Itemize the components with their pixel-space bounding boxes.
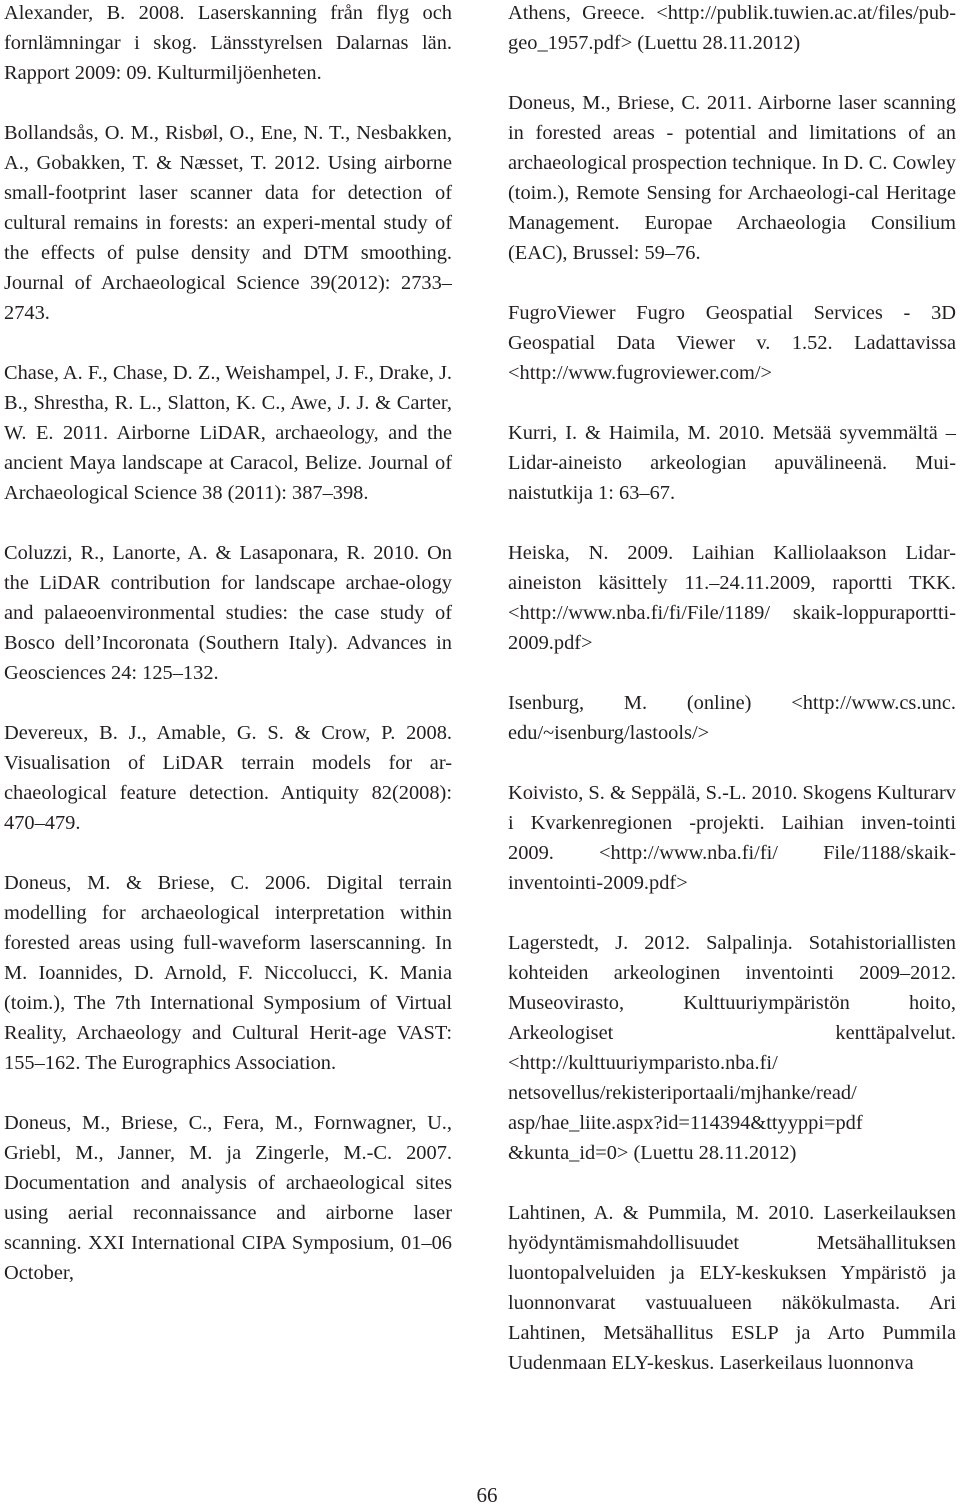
page-number: 66 (476, 1483, 498, 1507)
reference-bollandsas-2012: Bollandsås, O. M., Risbøl, O., Ene, N. T., Nesbakken, A., Gobakken, T. & Næsset, T. 2012. Using airborne small-footprint laser scanner data for detection of cultural remains in forests: an experi-mental study of the effects of pulse density and DTM smoothing. Journal of Archaeological Science 39(2012): 2733–2743. (4, 122, 452, 324)
right-reference-column (508, 0, 956, 1408)
reference-isenburg: Isenburg, M. (online) <http://www.cs.unc. edu/~isenburg/lastools/> (508, 692, 956, 744)
reference-lahtinen-2010: Lahtinen, A. & Pummila, M. 2010. Laserkeilauksen hyödyntämismahdollisuudet Metsähallituksen luontopalveluiden ja ELY-keskuksen Ympäristö ja luonnonvarat vastuualueen näkökulmasta. Ari Lahtinen, Metsähallitus ESLP ja Arto Pummila Uudenmaan ELY-keskus. Laserkeilaus luonnonva (508, 1202, 956, 1374)
reference-doneus-briese-2011: Doneus, M., Briese, C. 2011. Airborne laser scanning in forested areas - potential and limitations of an archaeological prospection technique. In D. C. Cowley (toim.), Remote Sensing for Archaeologi-cal Heritage Management. Europae Archaeologia Consilium (EAC), Brussel: 59–76. (508, 92, 956, 264)
reference-doneus-2007: Doneus, M., Briese, C., Fera, M., Fornwagner, U., Griebl, M., Janner, M. ja Zingerle, M.-C. 2007. Documentation and analysis of archaeological sites using aerial reconnaissance and airborne laser scanning. XXI International CIPA Symposium, 01–06 October, (4, 1112, 452, 1284)
reference-koivisto-2010: Koivisto, S. & Seppälä, S.-L. 2010. Skogens Kulturarv i Kvarkenregionen -projekti. Laihian inven-tointi 2009. <http://www.nba.fi/fi/ File/1188/skaik-inventointi-2009.pdf> (508, 782, 957, 894)
reference-doneus-2007-continued: Athens, Greece. <http://publik.tuwien.ac.at/files/pub-geo_1957.pdf> (Luettu 28.11.2012) (508, 2, 956, 54)
left-reference-column (4, 0, 452, 1318)
reference-fugroviewer: FugroViewer Fugro Geospatial Services - 3D Geospatial Data Viewer v. 1.52. Ladattavissa <http://www.fugroviewer.com/> (508, 302, 956, 384)
reference-alexander-2008: Alexander, B. 2008. Laserskanning från flyg och fornlämningar i skog. Länsstyrelsen Dalarnas län. Rapport 2009: 09. Kulturmiljöenheten. (4, 2, 452, 84)
reference-coluzzi-2010: Coluzzi, R., Lanorte, A. & Lasaponara, R. 2010. On the LiDAR contribution for landscape archae-ology and palaeoenvironmental studies: the case study of Bosco dell’Incoronata (Southern Italy). Advances in Geosciences 24: 125–132. (4, 542, 452, 684)
reference-kurri-2010: Kurri, I. & Haimila, M. 2010. Metsää syvemmältä – Lidar-aineisto arkeologian apuvälineenä. Mui-naistutkija 1: 63–67. (508, 422, 956, 504)
reference-devereux-2008: Devereux, B. J., Amable, G. S. & Crow, P. 2008. Visualisation of LiDAR terrain models for ar-chaeological feature detection. Antiquity 82(2008): 470–479. (4, 722, 452, 834)
reference-chase-2011: Chase, A. F., Chase, D. Z., Weishampel, J. F., Drake, J. B., Shrestha, R. L., Slatton, K. C., Awe, J. J. & Carter, W. E. 2011. Airborne LiDAR, archaeology, and the ancient Maya landscape at Caracol, Belize. Journal of Archaeological Science 38 (2011): 387–398. (4, 362, 452, 504)
reference-heiska-2009: Heiska, N. 2009. Laihian Kalliolaakson Lidar-aineiston käsittely 11.–24.11.2009, raportti TKK. <http://www.nba.fi/fi/File/1189/ skaik-loppuraportti-2009.pdf> (508, 542, 956, 654)
reference-doneus-briese-2006: Doneus, M. & Briese, C. 2006. Digital terrain modelling for archaeological interpretation within forested areas using full-waveform laserscanning. In M. Ioannides, D. Arnold, F. Niccolucci, K. Mania (toim.), The 7th International Symposium of Virtual Reality, Archaeology and Cultural Herit-age VAST: 155–162. The Eurographics Association. (4, 872, 452, 1074)
reference-lagerstedt-2012: Lagerstedt, J. 2012. Salpalinja. Sotahistoriallisten kohteiden arkeologinen inventointi 2009–2012. Museovirasto, Kulttuuriympäristön hoito, Arkeologiset kenttäpalvelut. <http://kulttuuriymparisto.nba.fi/ netsovellus/rekisteriportaali/mjhanke/read/ asp/hae_liite.aspx?id=114394&ttyyppi=pdf &kunta_id=0> (Luettu 28.11.2012) (508, 932, 956, 1164)
